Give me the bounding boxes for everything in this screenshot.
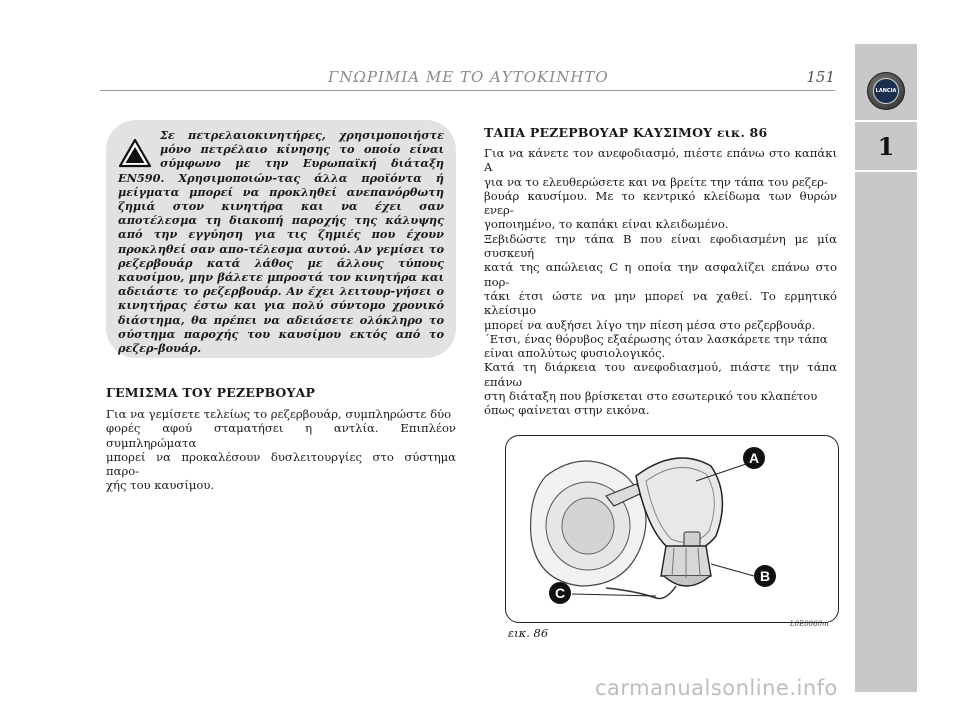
chapter-sidebar [855,44,917,692]
cap-line: Για να κάνετε τον ανεφοδιασμό, πιέστε επάνω στο καπάκι A [484,146,837,175]
sidebar-divider-bottom [855,170,917,172]
fill-line: φορές αφού σταματήσει η αντλία. Επιπλέον συμπληρώματα [106,421,456,450]
fill-line: Για να γεμίσετε τελείως το ρεζερβουάρ, συμπληρώστε δύο [106,407,452,421]
warning-text: Σε πετρελαιοκινητήρες, χρησιμοποιήστε μόνο πετρέλαιο κίνησης το οποίο είναι σύμφωνο με την Ευρωπαϊκή διάταξη EN590. Χρησιμοποιών-τας άλλα προϊόντα ή μείγματα μπορεί να προκληθεί ανεπανόρθωτη ζημιά στον κινητήρα και να έχει σαν αποτέλεσμα τη διακοπή παροχής της κάλυψης από την εγγύηση για τις ζημιές που έχουν προκληθεί σαν απο-τέλεσμα αυτού. Αν γεμίσει το ρεζερβουάρ κατά λάθος με άλλους τύπους καυσίμου, μην βάλετε μπροστά τον κινητήρα και αδειάστε το ρεζερβουάρ. Αν έχει λειτουρ-γήσει ο κινητήρας έστω και για πολύ σύντομο χρονικό διάστημα, θα πρέπει να αδειάσετε ολόκληρο το σύστημα παροχής του καυσίμου εκτός από το ρεζερ-βουάρ. [118,128,444,356]
chapter-title: ΓΝΩΡΙΜΙΑ ΜΕ ΤΟ ΑΥΤΟΚΙΝΗΤΟ [328,68,609,86]
anti-loss-tether-c [606,586,676,599]
cap-line: τάκι έτσι ώστε να μην μπορεί να χαθεί. Το ερμητικό κλείσιμο [484,288,837,318]
leader-line-b [711,564,754,576]
cap-line: για να το ελευθερώσετε και να βρείτε την τάπα του ρεζερ- [484,174,828,189]
callout-a: A [748,450,760,466]
logo-text: LANCIA [875,88,897,94]
filler-opening [562,498,614,554]
watermark: carmanualsonline.info [595,676,838,700]
fill-line: χής του καυσίμου. [106,478,215,493]
cap-line: κατά της απώλειας C η οποία την ασφαλίζει επάνω στο πορ- [484,260,837,289]
cap-line: ΄Ετσι, ένας θόρυβος εξαέρωσης όταν λασκάρετε την τάπα [484,331,828,346]
lancia-logo-badge [873,78,899,104]
fuel-cap-figure [505,435,839,623]
fuel-flap-a [636,458,722,552]
page-header [100,68,835,90]
cap-line: στη διάταξη που βρίσκεται στο εσωτερικό του κλαπέτου [484,389,818,404]
figure-caption: εικ. 86 [508,626,549,640]
sidebar-divider-top [855,120,917,122]
cap-line: μπορεί να αυξήσει λίγο την πίεση μέσα στο ρεζερβουάρ. [484,317,816,332]
warning-triangle-icon [118,138,152,168]
cap-section-heading: ΤΑΠΑ ΡΕΖΕΡΒΟΥΑΡ ΚΑΥΣΙΜΟΥ εικ. 86 [484,125,768,140]
fuel-cap-illustration [506,436,839,623]
cap-line: βουάρ καυσίμου. Με το κεντρικό κλείδωμα των θυρών ενερ- [484,188,837,218]
fill-line: μπορεί να προκαλέσουν δυσλειτουργίες στο σύστημα παρο- [106,449,456,479]
warning-box [106,120,456,358]
fill-section-text [106,407,456,493]
fill-section-heading: ΓΕΜΙΣΜΑ ΤΟΥ ΡΕΖΕΡΒΟΥΑΡ [106,385,316,400]
fuel-cap-bottom [664,576,710,586]
header-divider [100,90,835,91]
cap-line: Κατά τη διάρκεια του ανεφοδιασμού, πιάστε την τάπα επάνω [484,360,837,389]
figure-code: L0E0060m [790,620,829,628]
callout-c: C [554,585,566,601]
cap-line: είναι απολύτως φυσιολογικός. [484,346,666,361]
cap-line: γοποιημένο, το καπάκι είναι κλειδωμένο. [484,217,729,232]
cap-section-text [484,146,837,418]
lancia-logo [867,72,905,110]
cap-line: Ξεβιδώστε την τάπα B που είναι εφοδιασμένη με μία συσκευή [484,231,837,261]
chapter-number: 1 [877,132,895,161]
cap-line: όπως φαίνεται στην εικόνα. [484,403,650,418]
page-number: 151 [806,68,835,86]
callout-b: B [759,568,771,584]
